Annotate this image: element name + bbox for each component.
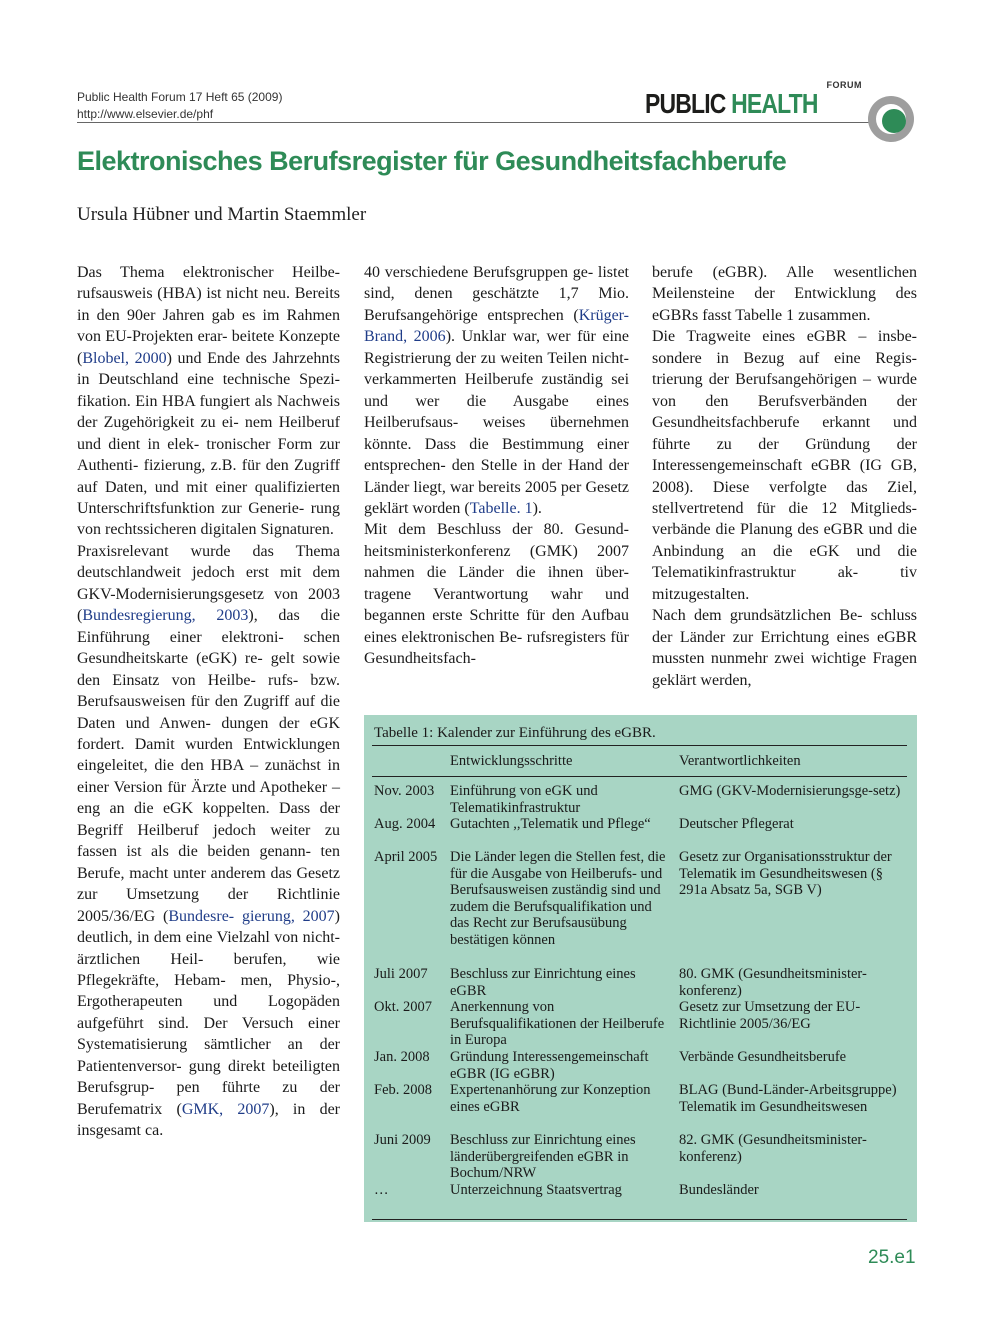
- text-line: Unterschriftsfunktion zur Generie-: [77, 499, 305, 517]
- text-line: dem GKV-Modernisierungsgesetz: [77, 564, 341, 603]
- text-line: men, Physio-, Ergotherapeuten und: [77, 971, 340, 1011]
- text-line: und führte zu der Gründung der: [652, 414, 917, 453]
- table-cell-date: Juli 2007: [374, 966, 428, 982]
- text-line: ) deutlich, in dem eine: [77, 907, 340, 947]
- journal-citation: Public Health Forum 17 Heft 65 (2009): [77, 90, 283, 104]
- citation-link[interactable]: GMK, 2007: [181, 1100, 270, 1118]
- text-line: trierung der Berufsangehörigen –: [652, 371, 871, 389]
- table-cell-responsibility: Gesetz zur Organisationsstruktur der Telematik im Gesundheitswesen (§ 291a Absatz 5a, SGB V): [679, 849, 892, 898]
- text-line: die den HBA – zunächst in einer: [77, 757, 341, 796]
- text-line: Nach dem grundsätzlichen Be-: [652, 607, 863, 625]
- text-line: Vielzahl von nicht-ärztlichen Heil-: [77, 929, 340, 968]
- article-authors: Ursula Hübner und Martin Staemmler: [77, 204, 367, 225]
- text-line: Nachweis der Zugehörigkeit zu ei-: [77, 392, 341, 432]
- text-line: gelt sowie den Einsatz von Heilbe-: [77, 650, 340, 689]
- body-column-1: [77, 262, 340, 1142]
- table-cell-step: Gründung Interessengemeinschaft eGBR (IG eGBR): [450, 1049, 649, 1082]
- text-line: GB, 2008). Diese verfolgte das Ziel,: [652, 457, 917, 496]
- text-line: Praxisrelevant wurde das Thema: [77, 542, 340, 560]
- table-cell-responsibility: 80. GMK (Gesundheitsminister-konferenz): [679, 966, 867, 999]
- text-line: wer für eine Registrierung der zu: [364, 328, 629, 367]
- text-line: fikation. Ein HBA fungiert als: [77, 392, 273, 410]
- journal-url[interactable]: http://www.elsevier.de/phf: [77, 107, 214, 121]
- text-line: Zugriff auf die Daten und Anwen-: [77, 693, 341, 732]
- text-line: fizierung, z.B. für den Zugriff auf: [77, 457, 340, 496]
- text-line: Rahmen von EU-Projekten erar-: [77, 306, 340, 346]
- text-line: die Bestimmung einer entsprechen-: [364, 435, 630, 475]
- table-cell-responsibility: Deutscher Pflegerat: [679, 816, 794, 832]
- text-line: weises übernehmen könnte. Dass: [364, 414, 630, 453]
- table-cell-responsibility: Gesetz zur Umsetzung der EU-Richtlinie 2005/36/EG: [679, 999, 861, 1032]
- text-line: die Ausgabe eines Heilberufsaus-: [364, 392, 629, 432]
- text-line: tiv mitzugestalten.: [652, 564, 917, 603]
- table-1: [364, 715, 917, 1222]
- text-line: Versuch einer Systematisierung: [77, 1014, 340, 1054]
- logo-word-health: HEALTH: [731, 88, 818, 119]
- text-line: ten Berufe, macht unter anderem: [77, 843, 341, 882]
- table-cell-responsibility: Bundesländer: [679, 1182, 759, 1198]
- citation-link[interactable]: Blobel, 2000: [82, 349, 167, 367]
- text-line: weiten Teilen nicht-verkammerten: [364, 349, 630, 389]
- text-line: Mit dem Beschluss der 80. Gesund-: [364, 521, 629, 539]
- text-line: heitsministerkonferenz (GMK) 2007: [364, 542, 629, 560]
- text-line: dungen der eGK fordert. Damit: [77, 714, 341, 753]
- table-cell-responsibility: 82. GMK (Gesundheitsminister-konferenz): [679, 1132, 867, 1165]
- text-line: geklärt worden (: [364, 499, 470, 517]
- article-title: Elektronisches Berufsregister für Gesundheitsfachberufe: [77, 146, 787, 176]
- text-line: sämtlicher an der Patientenversor-: [77, 1036, 341, 1075]
- text-line: verbände die Planung des eGBR: [652, 521, 864, 539]
- table-cell-date: …: [374, 1182, 389, 1198]
- text-line: wichtige Fragen geklärt werden,: [652, 650, 917, 689]
- logo-wordmark: [645, 88, 818, 120]
- text-line: rufsregisters für Gesundheitsfach-: [364, 628, 629, 668]
- text-line: den Stelle in der Hand der Länder: [364, 457, 630, 496]
- table-cell-responsibility: BLAG (Bund-Länder-Arbeitsgruppe) Telematik im Gesundheitswesen: [679, 1082, 897, 1115]
- text-line: berufen, wie Pflegekräfte, Hebam-: [77, 950, 340, 989]
- text-line: eGBRs fasst Tabelle 1 zusammen.: [652, 306, 871, 324]
- text-line: schen Gesundheitskarte (eGK) re-: [77, 628, 341, 668]
- text-line: rung von rechtssicheren digitalen: [77, 499, 341, 539]
- table-caption: Tabelle 1: Kalender zur Einführung des eGBR.: [374, 725, 656, 741]
- text-line: Logopäden aufgeführt sind. Der: [77, 993, 341, 1032]
- table-cell-step: Anerkennung von Berufsqualifikationen der Heilberufe in Europa: [450, 999, 665, 1048]
- logo-circle-icon: [866, 94, 916, 144]
- citation-link[interactable]: gierung, 2007: [241, 907, 335, 925]
- text-line: eng an die eGK koppelten. Dass: [77, 800, 311, 818]
- text-line: der Gesundheitsfachberufe erkannt: [652, 392, 917, 432]
- table-cell-step: Die Länder legen die Stellen fest, die für die Ausgabe von Heilberufs- und Berufsausweisen zuständig sind und zudem die Berufsqualifikation und das Recht zur Berufsausübung bestätigen können: [450, 849, 666, 948]
- public-health-forum-logo: [640, 78, 922, 148]
- text-line: und Ende des Jahrzehnts in: [77, 349, 341, 389]
- paragraph: [364, 262, 629, 519]
- body-column-3: [652, 262, 917, 691]
- paragraph: [652, 605, 917, 691]
- page-number: 25.e1: [868, 1247, 916, 1268]
- text-line: Mio. Berufsangehörige entsprechen: [364, 285, 630, 324]
- text-line: Das Thema elektronischer Heilbe-: [77, 264, 340, 281]
- logo-word-public: PUBLIC: [645, 88, 726, 119]
- text-line: Richtlinie 2005/36/EG (: [77, 886, 340, 925]
- text-line: sondere in Bezug auf eine Regis-: [652, 349, 917, 367]
- table-header-responsibilities: Verantwortlichkeiten: [679, 753, 801, 769]
- paragraph: [77, 541, 340, 1142]
- text-line: Aufbau eines elektronischen Be-: [364, 607, 629, 646]
- text-line: Bereits in den 90er Jahren gab es im: [77, 285, 341, 324]
- table-rule-bottom: [372, 1219, 907, 1220]
- table-rule-header: [372, 776, 907, 777]
- text-line: ): [166, 349, 172, 367]
- text-line: tronischer Form zur Authenti-: [77, 435, 340, 475]
- text-line: ).: [532, 499, 542, 517]
- text-line: nahmen die Länder die ihnen über-: [364, 564, 629, 582]
- text-line: ), in der insgesamt ca.: [77, 1100, 341, 1140]
- text-line: Meilensteine der Entwicklung des: [652, 285, 917, 303]
- table-cell-step: Gutachten ,,Telematik und Pflege“: [450, 816, 651, 832]
- text-line: liegt, war bereits 2005 per Gesetz: [413, 478, 629, 496]
- table-cell-date: Juni 2009: [374, 1132, 431, 1148]
- text-line: ),: [248, 607, 258, 625]
- table-cell-date: Okt. 2007: [374, 999, 432, 1015]
- paragraph: [364, 519, 629, 669]
- table-cell-step: Beschluss zur Einrichtung eines eGBR: [450, 966, 636, 999]
- text-line: und die Telematikinfrastruktur ak-: [652, 542, 918, 582]
- text-line: zu fassen ist als die beiden genann-: [77, 821, 341, 861]
- text-line: schluss der Länder zur Errichtung: [652, 607, 917, 646]
- text-line: ). Unklar war,: [445, 328, 540, 346]
- text-line: begannen erste Schritte für den: [364, 607, 575, 625]
- table-cell-date: Aug. 2004: [374, 816, 436, 832]
- text-line: Deutschland eine technische Spezi-: [98, 371, 341, 389]
- text-line: listet sind, denen geschätzte 1,7: [364, 264, 629, 303]
- text-line: rufs- bzw. Berufsausweisen für den: [77, 671, 341, 711]
- text-line: (: [176, 1100, 182, 1118]
- text-line: von 2003 (: [77, 585, 340, 625]
- paragraph: [652, 262, 917, 326]
- text-line: gung direkt beteiligten Berufsgrup-: [77, 1057, 340, 1097]
- text-line: berufe (eGBR). Alle wesentlichen: [652, 264, 917, 281]
- text-line: das die Einführung einer elektroni-: [77, 607, 340, 646]
- table-cell-responsibility: Verbände Gesundheitsberufe: [679, 1049, 847, 1065]
- table-cell-step: Unterzeichnung Staatsvertrag: [450, 1182, 622, 1198]
- text-line: Interessengemeinschaft eGBR (IG: [652, 457, 882, 475]
- text-line: stellvertretend für die 12 Mitglieds-: [652, 499, 917, 517]
- table-cell-date: Feb. 2008: [374, 1082, 432, 1098]
- text-line: 40 verschiedene Berufsgruppen ge-: [364, 264, 594, 281]
- text-line: Heilberufe zuständig sei und wer: [364, 371, 630, 410]
- citation-link[interactable]: Bundesre-: [168, 907, 235, 925]
- citation-link[interactable]: Krüger-Brand, 2006: [364, 306, 630, 346]
- text-line: wurden Entwicklungen eingeleitet,: [77, 735, 340, 775]
- table-header-steps: Entwicklungsschritte: [450, 753, 573, 769]
- paragraph: [652, 326, 917, 605]
- table-cell-responsibility: GMG (GKV-Modernisierungsge-setz): [679, 783, 901, 799]
- text-line: wurde von den Berufsverbänden: [652, 371, 918, 410]
- table-cell-step: Einführung von eGK und Telematikinfrastruktur: [450, 783, 598, 816]
- table-cell-date: Nov. 2003: [374, 783, 435, 799]
- text-line: pen führte zu der Berufematrix: [77, 1079, 340, 1118]
- journal-info: [77, 89, 282, 123]
- text-line: Die Tragweite eines eGBR – insbe-: [652, 328, 917, 346]
- text-line: rufsausweis (HBA) ist nicht neu.: [77, 285, 290, 303]
- logo-forum-label: FORUM: [826, 80, 862, 90]
- body-column-2: [364, 262, 629, 670]
- text-line: deutschlandweit jedoch erst mit: [77, 564, 302, 582]
- text-line: das Gesetz zur Umsetzung der: [77, 864, 341, 904]
- paragraph: [77, 262, 340, 541]
- text-line: der Begriff Heilberuf jedoch weiter: [77, 800, 340, 839]
- table-link[interactable]: Tabelle. 1: [469, 499, 533, 517]
- text-line: tragene Verantwortung wahr und: [364, 585, 629, 603]
- text-line: Version für Ärzte und Apotheker –: [113, 778, 340, 796]
- text-line: und die Anbindung an die eGK: [652, 521, 918, 560]
- table-cell-step: Beschluss zur Einrichtung eines länderübergreifenden eGBR in Bochum/NRW: [450, 1132, 636, 1181]
- table-cell-step: Expertenanhörung zur Konzeption eines eGBR: [450, 1082, 651, 1115]
- table-rule-top: [372, 745, 907, 746]
- table-cell-date: Jan. 2008: [374, 1049, 430, 1065]
- citation-link[interactable]: Bundesregierung, 2003: [82, 607, 249, 625]
- text-line: eines eGBR mussten nunmehr zwei: [652, 628, 918, 668]
- text-line: nem Heilberuf und dient in elek-: [77, 414, 340, 453]
- table-cell-date: April 2005: [374, 849, 438, 865]
- text-line: beitete Konzepte (: [77, 328, 341, 367]
- text-line: Signaturen.: [260, 521, 334, 539]
- text-line: (: [573, 306, 579, 324]
- text-line: Daten, und mit einer qualifizierten: [105, 478, 341, 496]
